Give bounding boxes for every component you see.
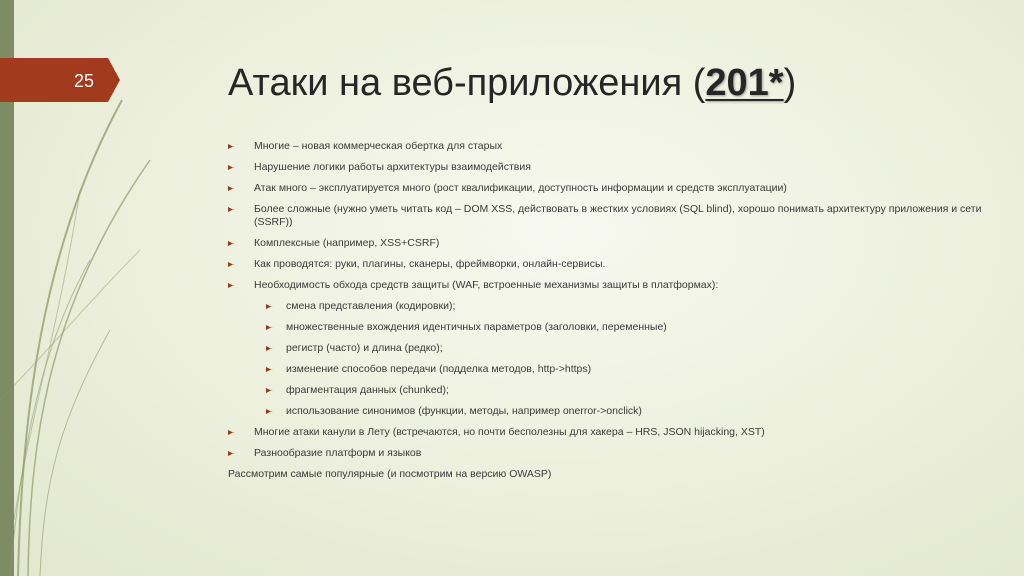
list-item-text: Многие атаки канули в Лету (встречаются, но почти бесполезны для хакера – HRS, JSON hijacking, XST)	[254, 426, 765, 438]
list-item	[226, 447, 986, 460]
arrow-bullet-icon	[228, 429, 235, 436]
arrow-bullet-icon	[228, 282, 235, 289]
arrow-bullet-icon	[266, 366, 273, 373]
list-item-text: фрагментация данных (chunked);	[286, 384, 449, 396]
arrow-bullet-icon	[228, 185, 235, 192]
slide-title	[228, 58, 796, 108]
list-item	[226, 258, 986, 271]
list-item-text: Комплексные (например, XSS+CSRF)	[254, 237, 440, 249]
list-item-text: использование синонимов (функции, методы, например onerror->onclick)	[286, 405, 642, 417]
list-item-text: Как проводятся: руки, плагины, сканеры, фреймворки, онлайн-сервисы.	[254, 258, 606, 270]
arrow-bullet-icon	[266, 303, 273, 310]
title-text: Атаки на веб-приложения (	[228, 62, 706, 104]
list-item-text: Необходимость обхода средств защиты (WAF, встроенные механизмы защиты в платформах):	[254, 279, 719, 291]
list-item-text: Нарушение логики работы архитектуры взаимодействия	[254, 161, 531, 173]
list-item-text: изменение способов передачи (подделка методов, http->https)	[286, 363, 592, 375]
list-item-text: Разнообразие платформ и языков	[254, 447, 422, 459]
list-item	[226, 140, 986, 153]
closing-text	[226, 468, 986, 481]
title-close: )	[783, 62, 797, 104]
arrow-bullet-icon	[228, 143, 235, 150]
arrow-bullet-icon	[266, 408, 273, 415]
list-item	[226, 182, 986, 195]
sub-list-item	[226, 384, 986, 397]
sub-list-item	[226, 363, 986, 376]
sub-list-item	[226, 300, 986, 313]
sub-list-item	[226, 342, 986, 355]
list-item-text: Более сложные (нужно уметь читать код – DOM XSS, действовать в жестких условиях (SQL blind), хорошо понимать архитектуру приложения и сети (SSRF))	[254, 203, 982, 228]
bullet-list	[226, 140, 986, 489]
arrow-bullet-icon	[266, 387, 273, 394]
arrow-bullet-icon	[228, 261, 235, 268]
list-item-text: Рассмотрим самые популярные (и посмотрим на версию OWASP)	[228, 468, 552, 480]
sub-list-item	[226, 321, 986, 334]
list-item-text: Атак много – эксплуатируется много (рост квалификации, доступность информации и средств эксплуатации)	[254, 182, 787, 194]
sub-list-item	[226, 405, 986, 418]
arrow-bullet-icon	[266, 324, 273, 331]
arrow-bullet-icon	[228, 450, 235, 457]
list-item	[226, 426, 986, 439]
title-highlight: 201*	[705, 62, 784, 104]
list-item	[226, 279, 986, 292]
list-item	[226, 161, 986, 174]
list-item-text: смена представления (кодировки);	[286, 300, 456, 312]
list-item-text: Многие – новая коммерческая обертка для старых	[254, 140, 503, 152]
slide-number: 25	[73, 71, 95, 91]
list-item-text: регистр (часто) и длина (редко);	[286, 342, 443, 354]
arrow-bullet-icon	[228, 206, 235, 213]
arrow-bullet-icon	[228, 240, 235, 247]
list-item-text: множественные вхождения идентичных параметров (заголовки, переменные)	[286, 321, 667, 333]
arrow-bullet-icon	[266, 345, 273, 352]
list-item	[226, 237, 986, 250]
list-item	[226, 203, 986, 229]
arrow-bullet-icon	[228, 164, 235, 171]
